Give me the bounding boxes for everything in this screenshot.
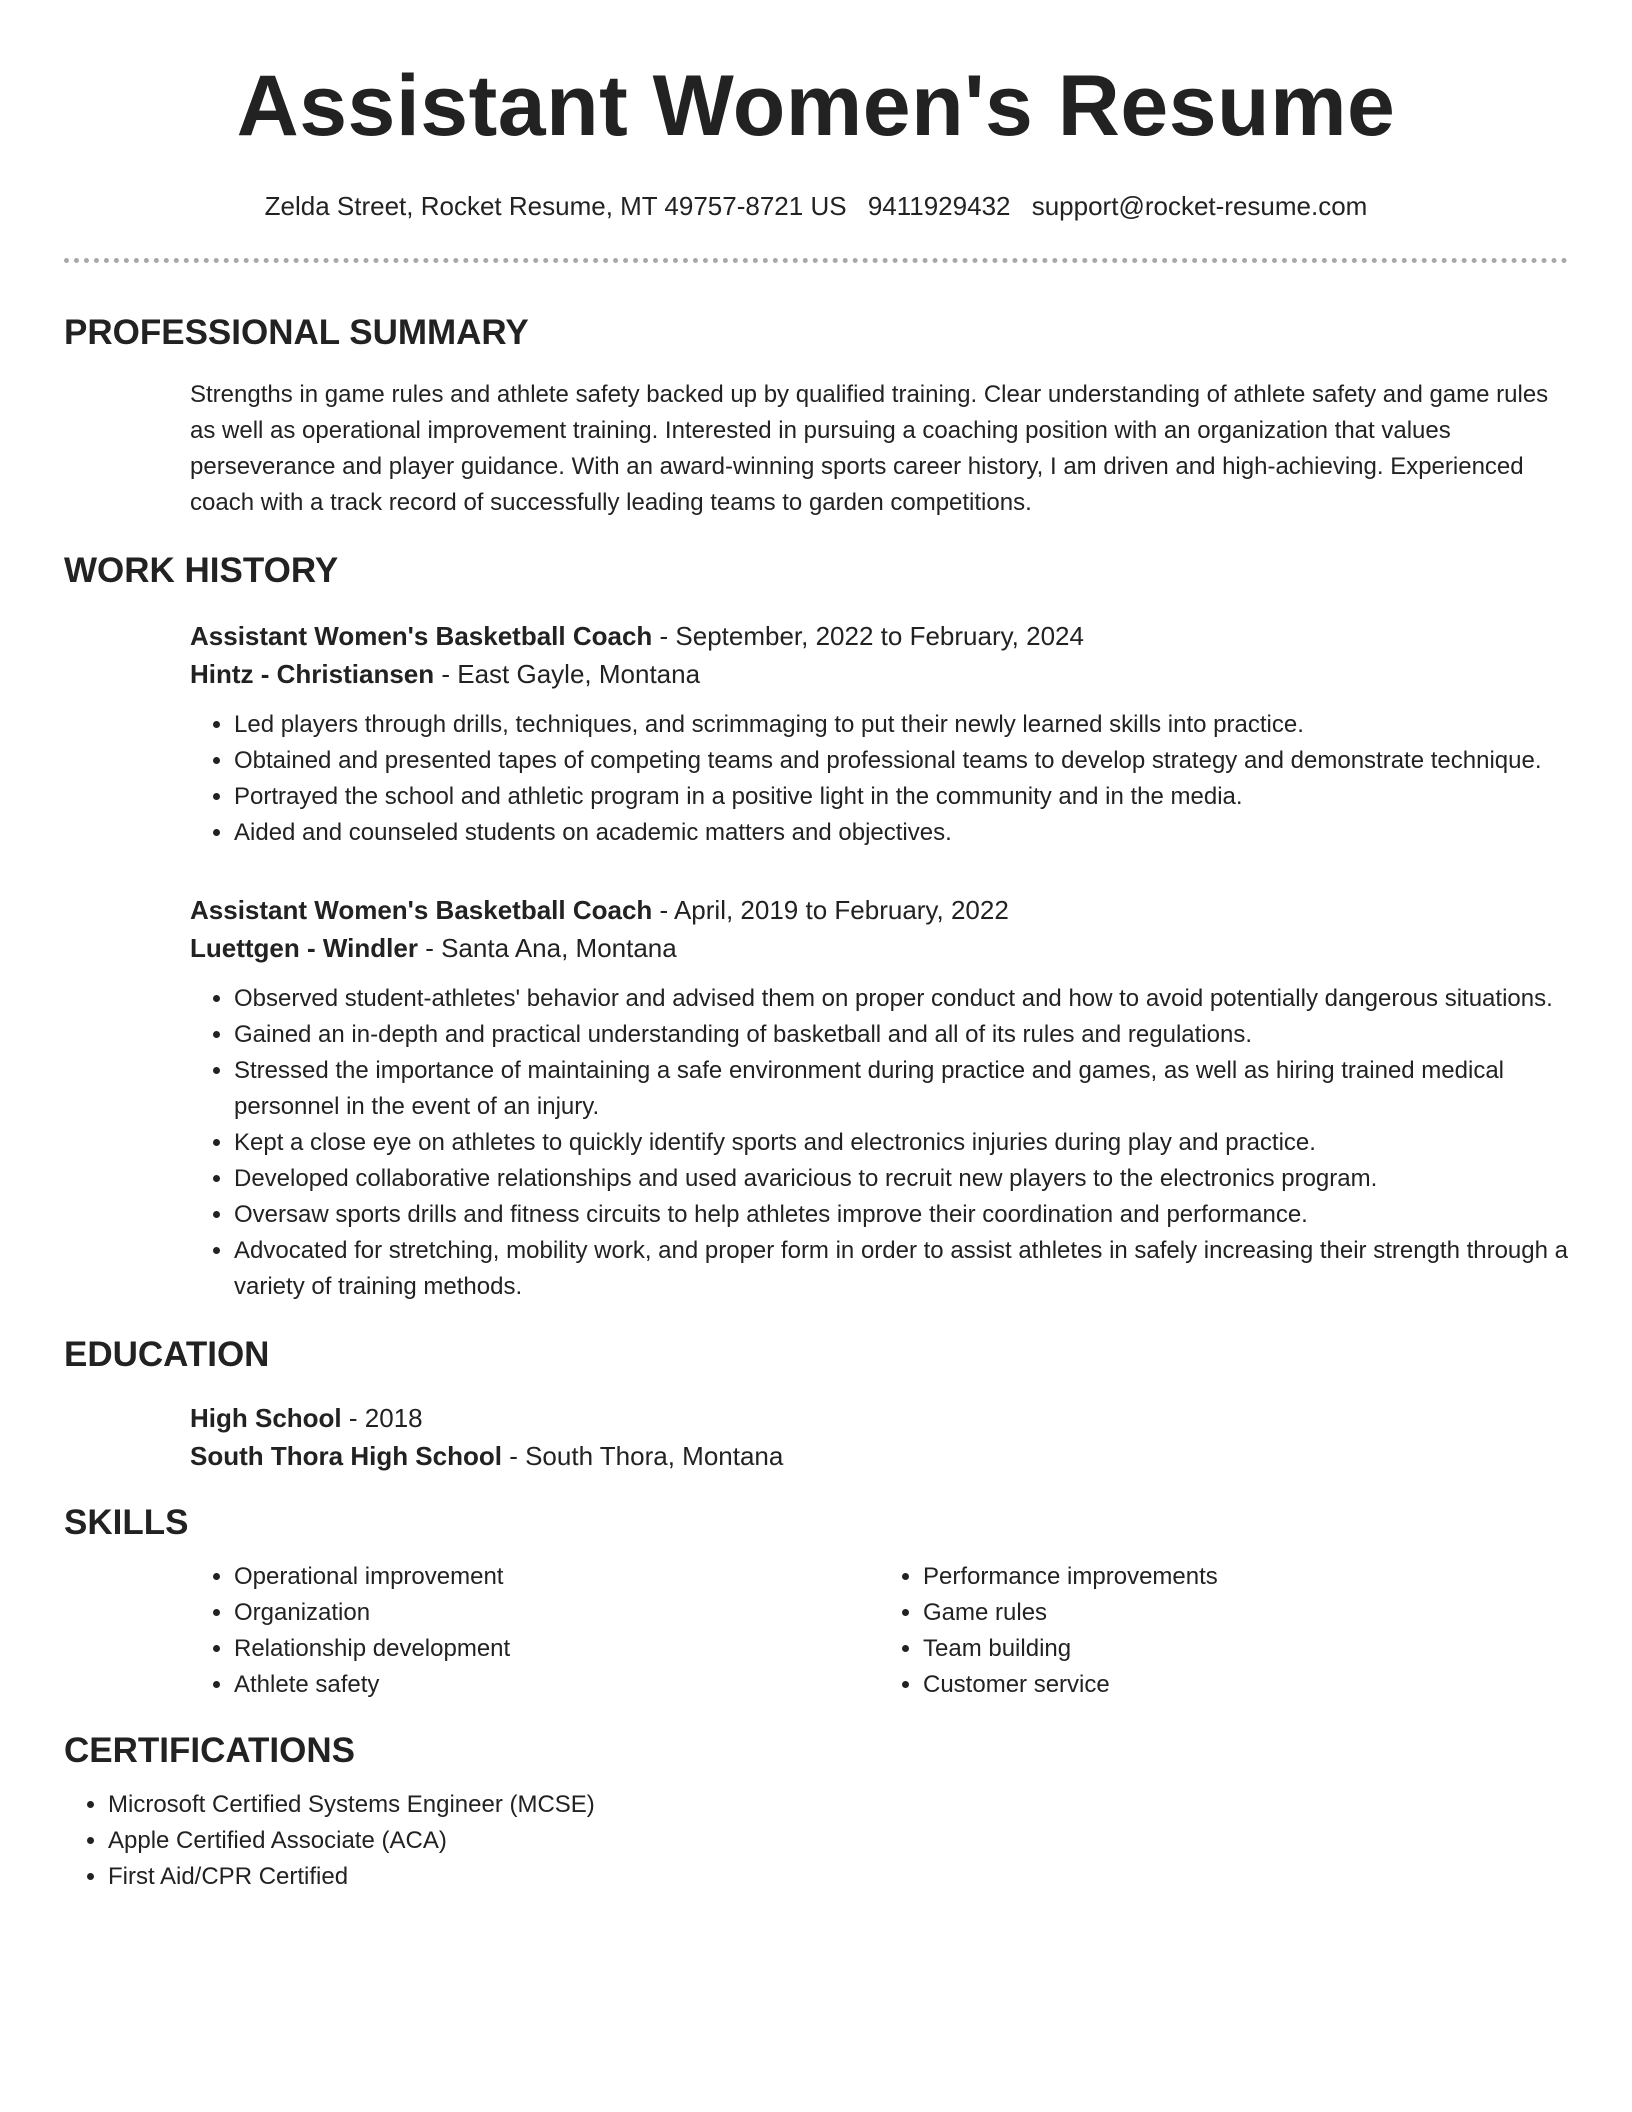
skills-column-left	[190, 1559, 879, 1703]
job-bullet: • Portrayed the school and athletic program in a positive light in the community and in the media.	[234, 779, 1568, 815]
job-location: - East Gayle, Montana	[434, 659, 701, 689]
job-location: - Santa Ana, Montana	[417, 933, 677, 963]
contact-address: Zelda Street, Rocket Resume, MT 49757-8721 US	[264, 191, 847, 221]
job-bullet: • Aided and counseled students on academic matters and objectives.	[234, 815, 1568, 851]
skill-item: • Customer service	[923, 1667, 1568, 1703]
certification-item: • Microsoft Certified Systems Engineer (MCSE)	[108, 1787, 1568, 1823]
contact-email: support@rocket-resume.com	[1031, 191, 1368, 221]
certification-item: • Apple Certified Associate (ACA)	[108, 1823, 1568, 1859]
work-history-title: WORK HISTORY	[64, 551, 339, 590]
job-dates: - April, 2019 to February, 2022	[652, 895, 1009, 925]
job-bullet: • Advocated for stretching, mobility work, and proper form in order to assist athletes in safely increasing their strength through a variety of training methods.	[234, 1233, 1568, 1305]
certifications-section	[64, 1729, 1568, 1895]
certifications-list	[64, 1787, 1568, 1895]
education-entry	[190, 1399, 1568, 1475]
job-role: Assistant Women's Basketball Coach	[190, 621, 653, 651]
skill-item: • Performance improvements	[923, 1559, 1568, 1595]
job-company-line	[190, 655, 1568, 693]
certification-item: • First Aid/CPR Certified	[108, 1859, 1568, 1895]
resume-name: Assistant Women's Resume	[236, 58, 1396, 154]
contact-phone: 9411929432	[867, 191, 1011, 221]
job-title-line	[190, 617, 1568, 655]
skill-item: • Organization	[234, 1595, 879, 1631]
job-bullet: • Developed collaborative relationships and used avaricious to recruit new players to the electronics program.	[234, 1161, 1568, 1197]
job-bullet: • Gained an in-depth and practical understanding of basketball and all of its rules and regulations.	[234, 1017, 1568, 1053]
education-section	[64, 1333, 1568, 1475]
job-role: Assistant Women's Basketball Coach	[190, 895, 653, 925]
job-company-line	[190, 929, 1568, 967]
skills-column-right	[879, 1559, 1568, 1703]
education-title: EDUCATION	[64, 1335, 270, 1374]
skill-item: • Game rules	[923, 1595, 1568, 1631]
skill-item: • Team building	[923, 1631, 1568, 1667]
skills-title: SKILLS	[64, 1503, 189, 1542]
education-location: - South Thora, Montana	[501, 1441, 784, 1471]
skills-grid	[190, 1559, 1568, 1703]
education-school-line	[190, 1437, 1568, 1475]
job-bullet: • Kept a close eye on athletes to quickly identify sports and electronics injuries during play and practice.	[234, 1125, 1568, 1161]
summary-section	[64, 311, 1568, 521]
summary-title: PROFESSIONAL SUMMARY	[64, 313, 529, 352]
job-bullets	[190, 981, 1568, 1305]
job-dates: - September, 2022 to February, 2024	[652, 621, 1084, 651]
job-bullets	[190, 707, 1568, 851]
job-entry	[190, 891, 1568, 1305]
contact-line	[64, 190, 1568, 222]
header-divider	[64, 258, 1568, 263]
skill-item: • Athlete safety	[234, 1667, 879, 1703]
job-title-line	[190, 891, 1568, 929]
skill-item: • Relationship development	[234, 1631, 879, 1667]
job-company: Hintz - Christiansen	[190, 659, 435, 689]
certifications-title: CERTIFICATIONS	[64, 1731, 356, 1770]
summary-text: Strengths in game rules and athlete safety backed up by qualified training. Clear understanding of athlete safety and game rules as well as operational improvement training. Interested in pursuing a coaching position with an organization that values perseverance and player guidance. With an award-winning sports career history, I am driven and high-achieving. Experienced coach with a track record of successfully leading teams to garden competitions.	[190, 381, 1549, 516]
education-year: - 2018	[341, 1403, 423, 1433]
education-degree-line	[190, 1399, 1568, 1437]
job-bullet: • Led players through drills, techniques, and scrimmaging to put their newly learned skills into practice.	[234, 707, 1568, 743]
education-degree: High School	[190, 1403, 342, 1433]
skills-section	[64, 1501, 1568, 1703]
job-bullet: • Stressed the importance of maintaining a safe environment during practice and games, as well as hiring trained medical personnel in the event of an injury.	[234, 1053, 1568, 1125]
job-bullet: • Observed student-athletes' behavior and advised them on proper conduct and how to avoid potentially dangerous situations.	[234, 981, 1568, 1017]
job-bullet: • Obtained and presented tapes of competing teams and professional teams to develop strategy and demonstrate technique.	[234, 743, 1568, 779]
work-history-section	[64, 549, 1568, 1305]
job-bullet: • Oversaw sports drills and fitness circuits to help athletes improve their coordination and performance.	[234, 1197, 1568, 1233]
skill-item: • Operational improvement	[234, 1559, 879, 1595]
job-entry	[190, 617, 1568, 851]
education-school: South Thora High School	[190, 1441, 502, 1471]
job-company: Luettgen - Windler	[190, 933, 418, 963]
